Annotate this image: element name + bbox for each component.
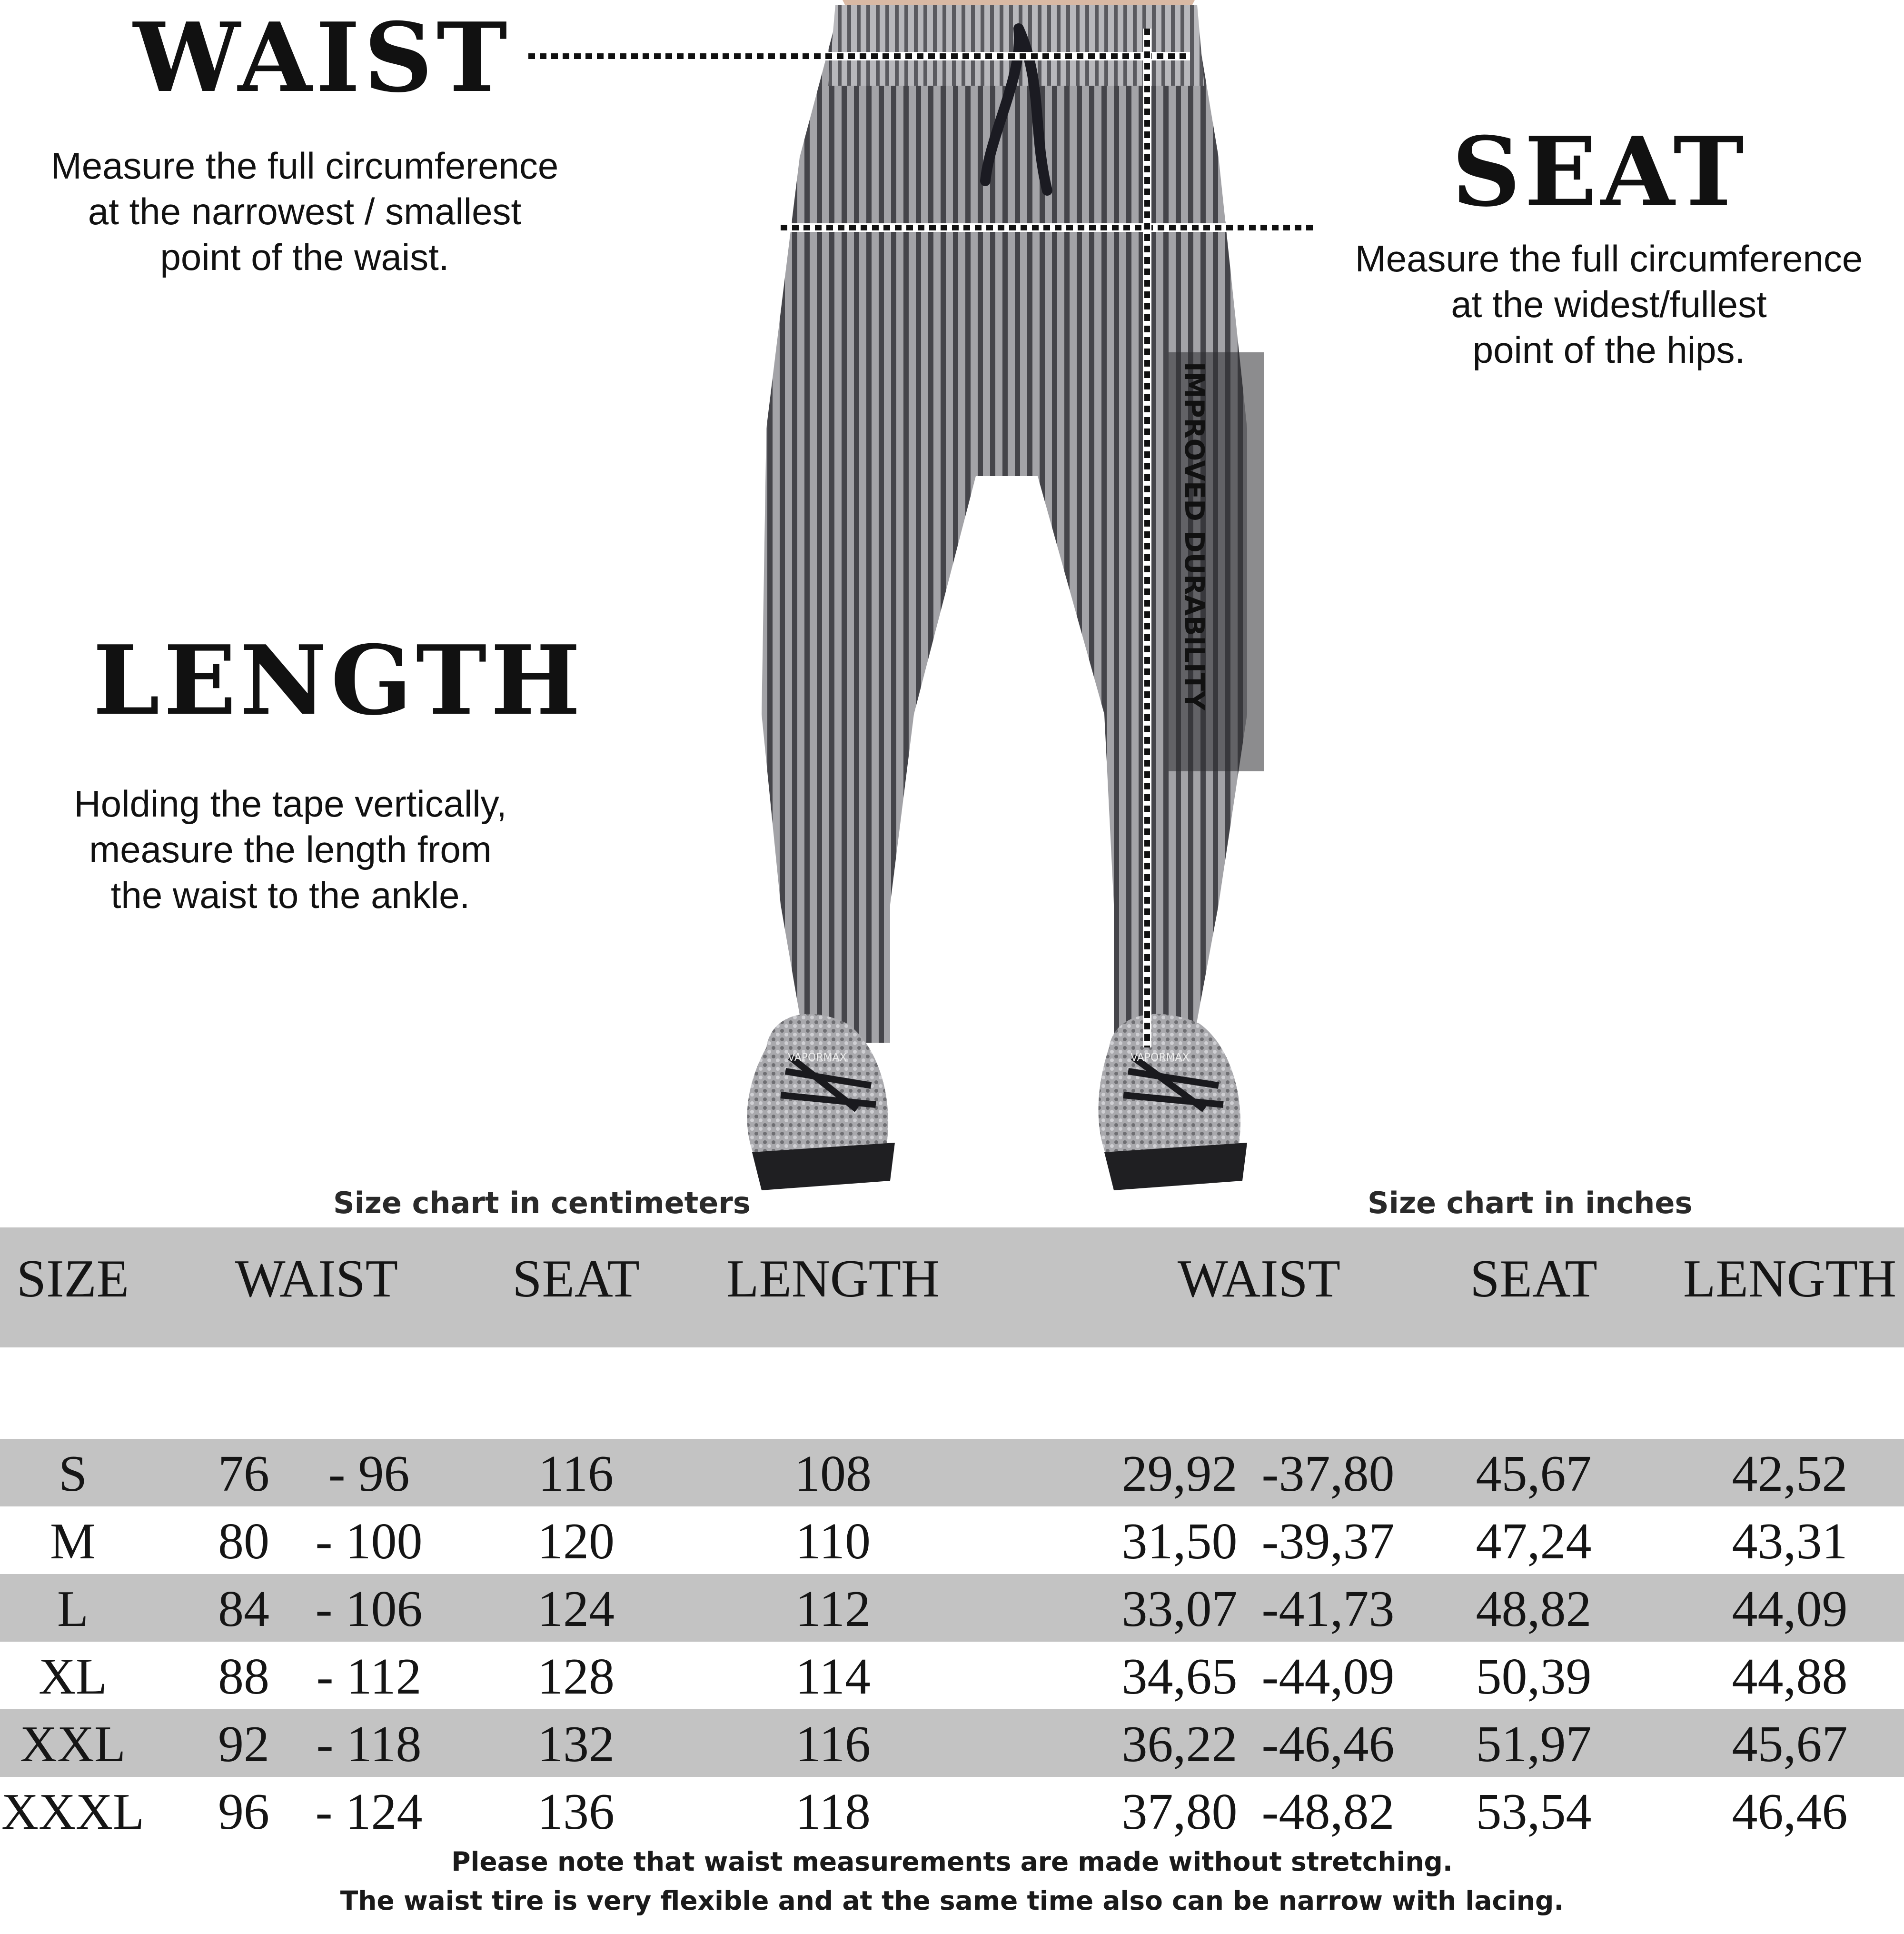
length-desc-line: Holding the tape vertically, (74, 783, 507, 825)
length-desc-line: measure the length from (89, 828, 492, 870)
length-title: LENGTH (93, 625, 585, 737)
in-waist-max-cell: -46,46 (1261, 1716, 1395, 1773)
cm-waist-max-cell: - 96 (328, 1446, 410, 1502)
in-seat-cell: 51,97 (1476, 1716, 1592, 1773)
cm-length-cell: 112 (795, 1581, 871, 1637)
length-description (10, 781, 571, 918)
row-band (0, 1709, 1904, 1777)
size-cell: L (57, 1581, 89, 1637)
header-in-length: LENGTH (1683, 1249, 1896, 1308)
left-shoe-brand: VAPORMAX (788, 1052, 847, 1064)
waist-title: WAIST (133, 2, 511, 114)
in-seat-cell: 50,39 (1476, 1648, 1592, 1705)
cm-waist-min-cell: 84 (218, 1581, 269, 1637)
header-in-waist: WAIST (1177, 1249, 1341, 1308)
cm-seat-cell: 120 (537, 1513, 615, 1570)
in-length-cell: 42,52 (1732, 1446, 1848, 1502)
waist-desc-line: Measure the full circumference (50, 145, 559, 187)
cm-waist-max-cell: - 106 (315, 1581, 423, 1637)
in-waist-max-cell: -41,73 (1261, 1581, 1395, 1637)
waist-desc-line: at the narrowest / smallest (88, 190, 522, 232)
cm-waist-max-cell: - 124 (315, 1784, 423, 1840)
cm-length-cell: 116 (795, 1716, 871, 1773)
seat-desc-line: at the widest/fullest (1451, 283, 1767, 325)
seat-desc-line: Measure the full circumference (1355, 238, 1863, 279)
size-cell: XL (39, 1648, 107, 1705)
in-length-cell: 45,67 (1732, 1716, 1848, 1773)
cm-seat-cell: 132 (537, 1716, 615, 1773)
cm-waist-min-cell: 96 (218, 1784, 269, 1840)
caption-inches: Size chart in inches (1368, 1186, 1693, 1220)
cm-seat-cell: 116 (538, 1446, 614, 1502)
waist-description (10, 143, 600, 280)
header-size: SIZE (16, 1249, 129, 1308)
seat-title: SEAT (1452, 116, 1748, 228)
caption-centimeters: Size chart in centimeters (333, 1186, 751, 1220)
header-cm-seat: SEAT (512, 1249, 640, 1308)
cm-length-cell: 110 (795, 1513, 871, 1570)
in-length-cell: 46,46 (1732, 1784, 1848, 1840)
in-waist-max-cell: -48,82 (1261, 1784, 1395, 1840)
cm-seat-cell: 124 (537, 1581, 615, 1637)
cm-waist-min-cell: 88 (218, 1648, 269, 1705)
seat-desc-line: point of the hips. (1472, 329, 1745, 371)
in-seat-cell: 53,54 (1476, 1784, 1592, 1840)
waist-desc-line: point of the waist. (160, 236, 449, 278)
cm-waist-max-cell: - 118 (316, 1716, 422, 1773)
length-desc-line: the waist to the ankle. (110, 874, 470, 916)
in-length-cell: 43,31 (1732, 1513, 1848, 1570)
in-seat-cell: 45,67 (1476, 1446, 1592, 1502)
cm-waist-min-cell: 76 (218, 1446, 269, 1502)
cm-waist-max-cell: - 100 (315, 1513, 423, 1570)
footnote-stretching: Please note that waist measurements are made without stretching. (451, 1846, 1453, 1877)
size-cell: M (50, 1513, 96, 1570)
right-shoe-brand: VAPORMAX (1130, 1052, 1190, 1064)
in-length-cell: 44,88 (1732, 1648, 1848, 1705)
header-cm-length: LENGTH (726, 1249, 940, 1308)
footnote-lacing: The waist tire is very flexible and at the same time also can be narrow with lacing. (340, 1885, 1564, 1916)
cm-waist-min-cell: 92 (218, 1716, 269, 1773)
in-waist-max-cell: -39,37 (1261, 1513, 1395, 1570)
row-band (0, 1439, 1904, 1506)
header-in-seat: SEAT (1470, 1249, 1597, 1308)
cm-length-cell: 118 (795, 1784, 871, 1840)
in-waist-max-cell: -37,80 (1261, 1446, 1395, 1502)
cm-seat-cell: 136 (537, 1784, 615, 1840)
in-seat-cell: 48,82 (1476, 1581, 1592, 1637)
print-text: IMPROVED DURABILITY (1179, 362, 1210, 710)
seat-description (1314, 236, 1904, 373)
in-waist-min-cell: 34,65 (1121, 1648, 1238, 1705)
in-waist-min-cell: 36,22 (1121, 1716, 1238, 1773)
cm-waist-max-cell: - 112 (316, 1648, 422, 1705)
in-waist-min-cell: 29,92 (1121, 1446, 1238, 1502)
cm-seat-cell: 128 (537, 1648, 615, 1705)
header-cm-waist: WAIST (235, 1249, 398, 1308)
in-waist-min-cell: 31,50 (1121, 1513, 1238, 1570)
cm-waist-min-cell: 80 (218, 1513, 269, 1570)
cm-length-cell: 114 (795, 1648, 871, 1705)
size-cell: XXXL (1, 1784, 144, 1840)
size-cell: S (58, 1446, 88, 1502)
cm-length-cell: 108 (794, 1446, 872, 1502)
in-length-cell: 44,09 (1732, 1581, 1848, 1637)
in-seat-cell: 47,24 (1476, 1513, 1592, 1570)
in-waist-max-cell: -44,09 (1261, 1648, 1395, 1705)
in-waist-min-cell: 33,07 (1121, 1581, 1238, 1637)
row-band (0, 1574, 1904, 1642)
in-waist-min-cell: 37,80 (1121, 1784, 1238, 1840)
size-cell: XXL (20, 1716, 126, 1773)
